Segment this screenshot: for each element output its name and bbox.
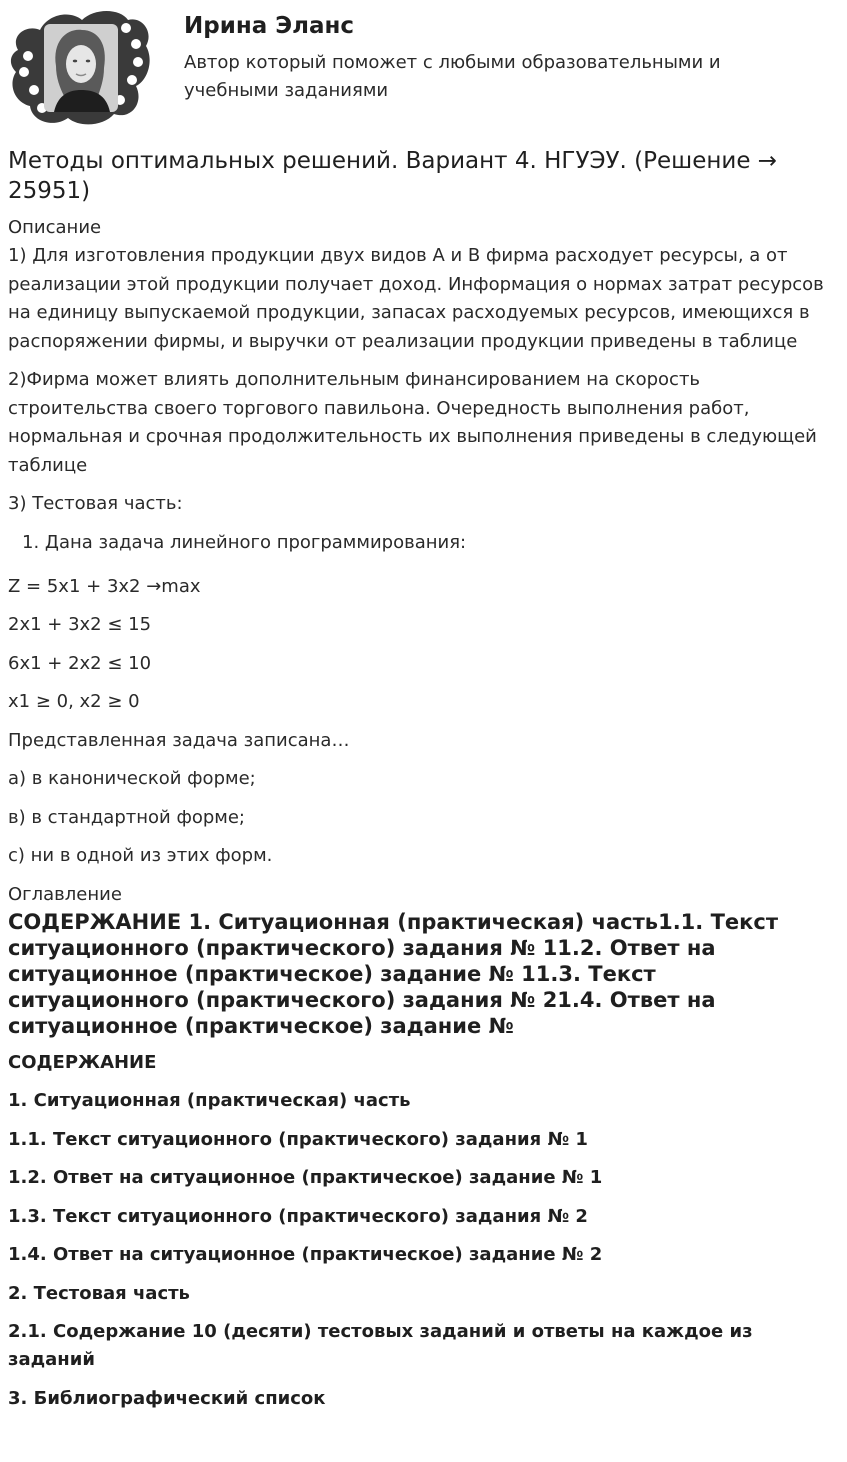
toc-item-2: 2. Тестовая часть — [8, 1282, 190, 1304]
page-title: Методы оптимальных решений. Вариант 4. НГУЭУ. (Решение → 25951) — [8, 148, 778, 204]
toc-item-1-3: 1.3. Текст ситуационного (практического) задания № 2 — [8, 1205, 588, 1227]
formula-nonnegativity: x1 ≥ 0, x2 ≥ 0 — [8, 691, 140, 712]
toc-summary: СОДЕРЖАНИЕ 1. Ситуационная (практическая) часть1.1. Текст ситуационного (практического) задания № 11.2. Ответ на ситуационное (практическое) задание № 11.3. Текст ситуационного (практического) задания № 21.4. Ответ на ситуационное (практическое) задание № — [8, 909, 779, 1038]
description-paragraph-2: 2)Фирма может влиять дополнительным финансированием на скорость строительства своего торгового павильона. Очередность выполнения работ, нормальная и срочная продолжительность их выполнения приведены в следующей таблице — [8, 369, 817, 476]
formula-constraint-1: 2x1 + 3x2 ≤ 15 — [8, 614, 152, 635]
test-item-1: 1. Дана задача линейного программирования: — [22, 531, 467, 553]
test-question: Представленная задача записана… — [8, 729, 350, 751]
toc-item-heading: СОДЕРЖАНИЕ — [8, 1051, 157, 1073]
answer-option-c: с) ни в одной из этих форм. — [8, 845, 273, 866]
author-photo — [44, 24, 118, 112]
toc-label: Оглавление — [8, 883, 122, 905]
formula-objective: Z = 5x1 + 3x2 →max — [8, 575, 201, 597]
author-avatar[interactable] — [8, 6, 152, 128]
author-name[interactable]: Ирина Эланс — [184, 13, 355, 39]
toc-item-2-1: 2.1. Содержание 10 (десяти) тестовых заданий и ответы на каждое из заданий — [8, 1321, 753, 1370]
answer-option-b: в) в стандартной форме; — [8, 806, 245, 828]
answer-option-a: а) в канонической форме; — [8, 768, 256, 789]
formula-constraint-2: 6x1 + 2x2 ≤ 10 — [8, 652, 152, 674]
toc-item-1: 1. Ситуационная (практическая) часть — [8, 1090, 411, 1111]
toc-item-3: 3. Библиографический список — [8, 1387, 326, 1409]
toc-item-1-1: 1.1. Текст ситуационного (практического) задания № 1 — [8, 1128, 588, 1150]
toc-item-1-2: 1.2. Ответ на ситуационное (практическое) задание № 1 — [8, 1167, 603, 1188]
description-label: Описание — [8, 217, 102, 238]
description-paragraph-1: 1) Для изготовления продукции двух видов А и В фирма расходует ресурсы, а от реализации этой продукции получает доход. Информация о нормах затрат ресурсов на единицу выпускаемой продукции, запасах расходуемых ресурсов, имеющихся в распоряжении фирмы, и выручки от реализации продукции приведены в таблице — [8, 245, 824, 352]
toc-item-1-4: 1.4. Ответ на ситуационное (практическое) задание № 2 — [8, 1244, 603, 1265]
author-header — [0, 0, 847, 130]
description-paragraph-3: 3) Тестовая часть: — [8, 493, 183, 514]
author-description: Автор который поможет с любыми образовательными и учебными заданиями — [184, 52, 721, 101]
main-content — [8, 146, 836, 1423]
